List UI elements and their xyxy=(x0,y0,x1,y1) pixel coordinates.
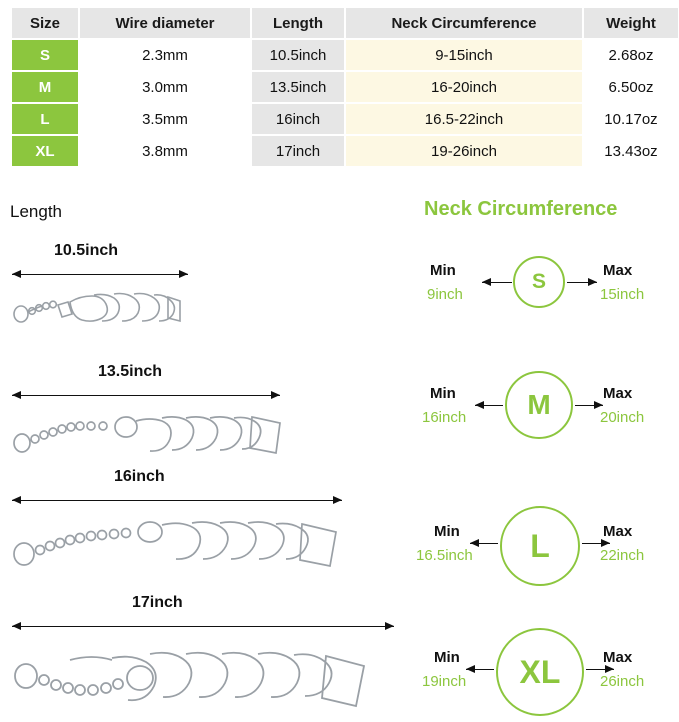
cell-neck: 19-26inch xyxy=(345,135,583,167)
cell-size: M xyxy=(11,71,79,103)
arrow-left-icon xyxy=(482,278,491,286)
length-row-m xyxy=(10,363,300,463)
neck-row-m xyxy=(420,371,670,451)
length-dimension-arrow-xl xyxy=(12,626,394,627)
header-length: Length xyxy=(251,7,345,39)
prong-collar-illustration-m xyxy=(10,405,290,467)
header-size: Size xyxy=(11,7,79,39)
length-label-m: 13.5inch xyxy=(98,363,163,380)
cell-neck: 16.5-22inch xyxy=(345,103,583,135)
min-value-l: 16.5inch xyxy=(416,547,473,564)
cell-wire: 2.3mm xyxy=(79,39,251,71)
min-value-s: 9inch xyxy=(427,286,463,303)
arrow-right-icon xyxy=(385,622,394,630)
cell-size: XL xyxy=(11,135,79,167)
max-label-m: Max xyxy=(603,385,633,402)
min-value-xl: 19inch xyxy=(422,673,467,690)
max-value-s: 15inch xyxy=(600,286,645,303)
arrow-right-icon xyxy=(588,278,597,286)
arrow-left-icon xyxy=(12,270,21,278)
header-neck-circumference: Neck Circumference xyxy=(345,7,583,39)
arrow-left-icon xyxy=(475,401,484,409)
size-circle-m: M xyxy=(505,371,573,439)
cell-length: 10.5inch xyxy=(251,39,345,71)
arrow-right-icon xyxy=(601,539,610,547)
prong-collar-illustration-s xyxy=(10,284,195,332)
cell-weight: 10.17oz xyxy=(583,103,679,135)
length-section-title: Length xyxy=(10,202,62,221)
cell-length: 17inch xyxy=(251,135,345,167)
length-dimension-arrow-s xyxy=(12,274,188,275)
arrow-right-icon xyxy=(333,496,342,504)
arrow-left-icon xyxy=(12,496,21,504)
max-label-l: Max xyxy=(603,523,633,540)
prong-collar-illustration-xl xyxy=(10,638,408,716)
max-arrow-l xyxy=(582,543,610,544)
arrow-right-icon xyxy=(179,270,188,278)
neck-row-xl xyxy=(420,628,670,722)
size-circle-s: S xyxy=(513,256,565,308)
arrow-right-icon xyxy=(594,401,603,409)
cell-length: 13.5inch xyxy=(251,71,345,103)
cell-length: 16inch xyxy=(251,103,345,135)
arrow-left-icon xyxy=(12,622,21,630)
arrow-right-icon xyxy=(271,391,280,399)
cell-neck: 9-15inch xyxy=(345,39,583,71)
arrow-left-icon xyxy=(470,539,479,547)
max-value-l: 22inch xyxy=(600,547,645,564)
table-row xyxy=(11,103,679,135)
length-row-s xyxy=(10,242,200,332)
table-body xyxy=(11,39,679,167)
cell-neck: 16-20inch xyxy=(345,71,583,103)
header-wire-diameter: Wire diameter xyxy=(79,7,251,39)
table-header-row xyxy=(11,7,679,39)
max-value-m: 20inch xyxy=(600,409,645,426)
min-label-m: Min xyxy=(430,385,456,402)
arrow-left-icon xyxy=(466,665,475,673)
cell-wire: 3.0mm xyxy=(79,71,251,103)
min-arrow-l xyxy=(470,543,498,544)
table-row xyxy=(11,39,679,71)
length-row-l xyxy=(10,468,360,578)
cell-size: L xyxy=(11,103,79,135)
min-label-s: Min xyxy=(430,262,456,279)
size-table xyxy=(10,6,679,168)
min-label-l: Min xyxy=(434,523,460,540)
arrow-right-icon xyxy=(605,665,614,673)
length-dimension-arrow-l xyxy=(12,500,342,501)
length-row-xl xyxy=(10,594,410,714)
max-arrow-m xyxy=(575,405,603,406)
min-arrow-xl xyxy=(466,669,494,670)
neck-section-title: Neck Circumference xyxy=(424,198,618,220)
length-label-l: 16inch xyxy=(114,468,165,485)
cell-size: S xyxy=(11,39,79,71)
length-label-s: 10.5inch xyxy=(54,242,119,259)
table-row xyxy=(11,71,679,103)
cell-weight: 13.43oz xyxy=(583,135,679,167)
cell-wire: 3.8mm xyxy=(79,135,251,167)
min-arrow-m xyxy=(475,405,503,406)
max-label-xl: Max xyxy=(603,649,633,666)
max-arrow-s xyxy=(567,282,597,283)
size-circle-l: L xyxy=(500,506,580,586)
min-arrow-s xyxy=(482,282,512,283)
cell-wire: 3.5mm xyxy=(79,103,251,135)
cell-weight: 6.50oz xyxy=(583,71,679,103)
header-weight: Weight xyxy=(583,7,679,39)
table-header xyxy=(11,7,679,39)
neck-row-s xyxy=(420,250,670,320)
length-label-xl: 17inch xyxy=(132,594,183,611)
max-label-s: Max xyxy=(603,262,633,279)
cell-weight: 2.68oz xyxy=(583,39,679,71)
arrow-left-icon xyxy=(12,391,21,399)
prong-collar-illustration-l xyxy=(10,512,355,578)
min-label-xl: Min xyxy=(434,649,460,666)
size-circle-xl: XL xyxy=(496,628,584,716)
table-row xyxy=(11,135,679,167)
neck-row-l xyxy=(416,506,670,596)
max-value-xl: 26inch xyxy=(600,673,645,690)
min-value-m: 16inch xyxy=(422,409,467,426)
length-dimension-arrow-m xyxy=(12,395,280,396)
max-arrow-xl xyxy=(586,669,614,670)
